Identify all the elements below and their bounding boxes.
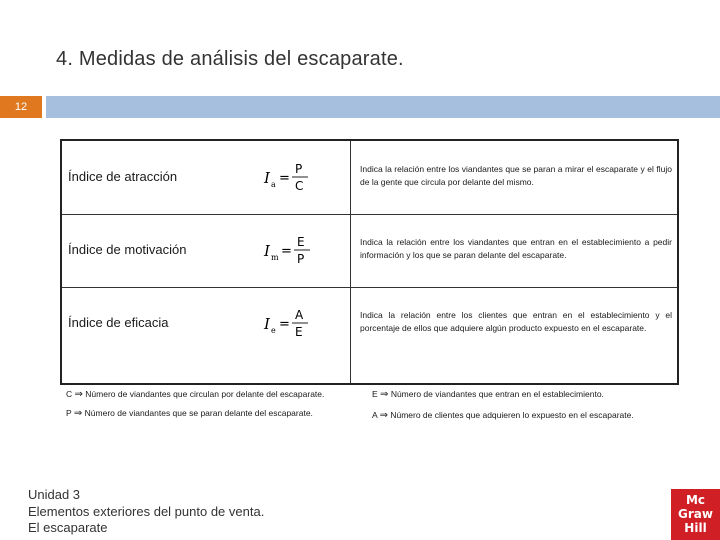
legend-text: Número de clientes que adquieren lo expuesto en el escaparate. bbox=[390, 409, 634, 420]
implies-arrow-icon: ⇒ bbox=[74, 389, 83, 400]
measures-table bbox=[60, 139, 679, 385]
footer-line: Unidad 3 bbox=[28, 487, 81, 502]
row-description: Indica la relación entre los viandantes que se paran a mirar el escaparate y el flujo de la gente que circula por delante del mismo. bbox=[360, 164, 672, 187]
formula-sub: m bbox=[271, 253, 279, 262]
svg-text:=: = bbox=[279, 317, 290, 332]
legend-right bbox=[372, 388, 672, 422]
slide-title: 4. Medidas de análisis del escaparate. bbox=[56, 48, 404, 70]
svg-text:=: = bbox=[281, 244, 292, 259]
legend-item-p bbox=[66, 407, 361, 421]
legend-letter: P bbox=[66, 407, 72, 418]
formula-motivation bbox=[262, 230, 322, 270]
row-name: Índice de eficacia bbox=[68, 315, 169, 330]
table-row bbox=[62, 287, 677, 360]
legend-left bbox=[66, 388, 361, 420]
legend-letter: E bbox=[372, 389, 378, 399]
implies-arrow-icon: ⇒ bbox=[380, 389, 389, 400]
formula-num: E bbox=[297, 235, 305, 249]
legend-letter: C bbox=[66, 389, 73, 399]
table-row bbox=[62, 141, 677, 214]
legend-text: Número de viandantes que circulan por delante del escaparate. bbox=[85, 389, 325, 399]
legend-item-e bbox=[372, 388, 672, 402]
formula-lhs: I bbox=[264, 169, 270, 187]
row-name: Índice de atracción bbox=[68, 169, 178, 184]
footer-text bbox=[28, 487, 264, 537]
table-row bbox=[62, 214, 677, 287]
formula-den: E bbox=[295, 325, 303, 339]
header-bar bbox=[46, 96, 720, 118]
implies-arrow-icon: ⇒ bbox=[73, 407, 83, 419]
slide-number: 12 bbox=[0, 96, 42, 118]
formula-sub: a bbox=[271, 180, 276, 189]
svg-text:=: = bbox=[279, 171, 290, 186]
legend-text: Número de viandantes que entran en el establecimiento. bbox=[390, 389, 604, 399]
formula-sub: e bbox=[271, 326, 276, 335]
formula-efficacy bbox=[262, 303, 322, 343]
row-description: Indica la relación entre los viandantes que entran en el establecimiento a pedir información y los que se paran delante del escaparate. bbox=[360, 237, 672, 260]
formula-attraction bbox=[262, 157, 322, 197]
formula-lhs: I bbox=[264, 315, 270, 333]
formula-den: C bbox=[295, 179, 304, 193]
implies-arrow-icon: ⇒ bbox=[379, 409, 388, 421]
row-description: Indica la relación entre los clientes que entran en el establecimiento y el porcentaje de ellos que adquiere algún producto expuesto en el escaparate. bbox=[360, 310, 672, 333]
footer-line: El escaparate bbox=[28, 520, 108, 535]
legend-item-a bbox=[372, 409, 672, 423]
formula-num: A bbox=[295, 308, 304, 322]
formula-den: P bbox=[297, 252, 305, 266]
legend-item-c bbox=[66, 388, 361, 402]
legend-text: Número de viandantes que se paran delante del escaparate. bbox=[84, 407, 313, 418]
mcgraw-hill-logo: Mc Graw Hill bbox=[671, 489, 720, 540]
footer-line: Elementos exteriores del punto de venta. bbox=[28, 503, 265, 519]
row-name: Índice de motivación bbox=[68, 242, 187, 257]
legend-letter: A bbox=[372, 409, 378, 420]
formula-num: P bbox=[295, 162, 303, 176]
formula-lhs: I bbox=[264, 242, 270, 260]
